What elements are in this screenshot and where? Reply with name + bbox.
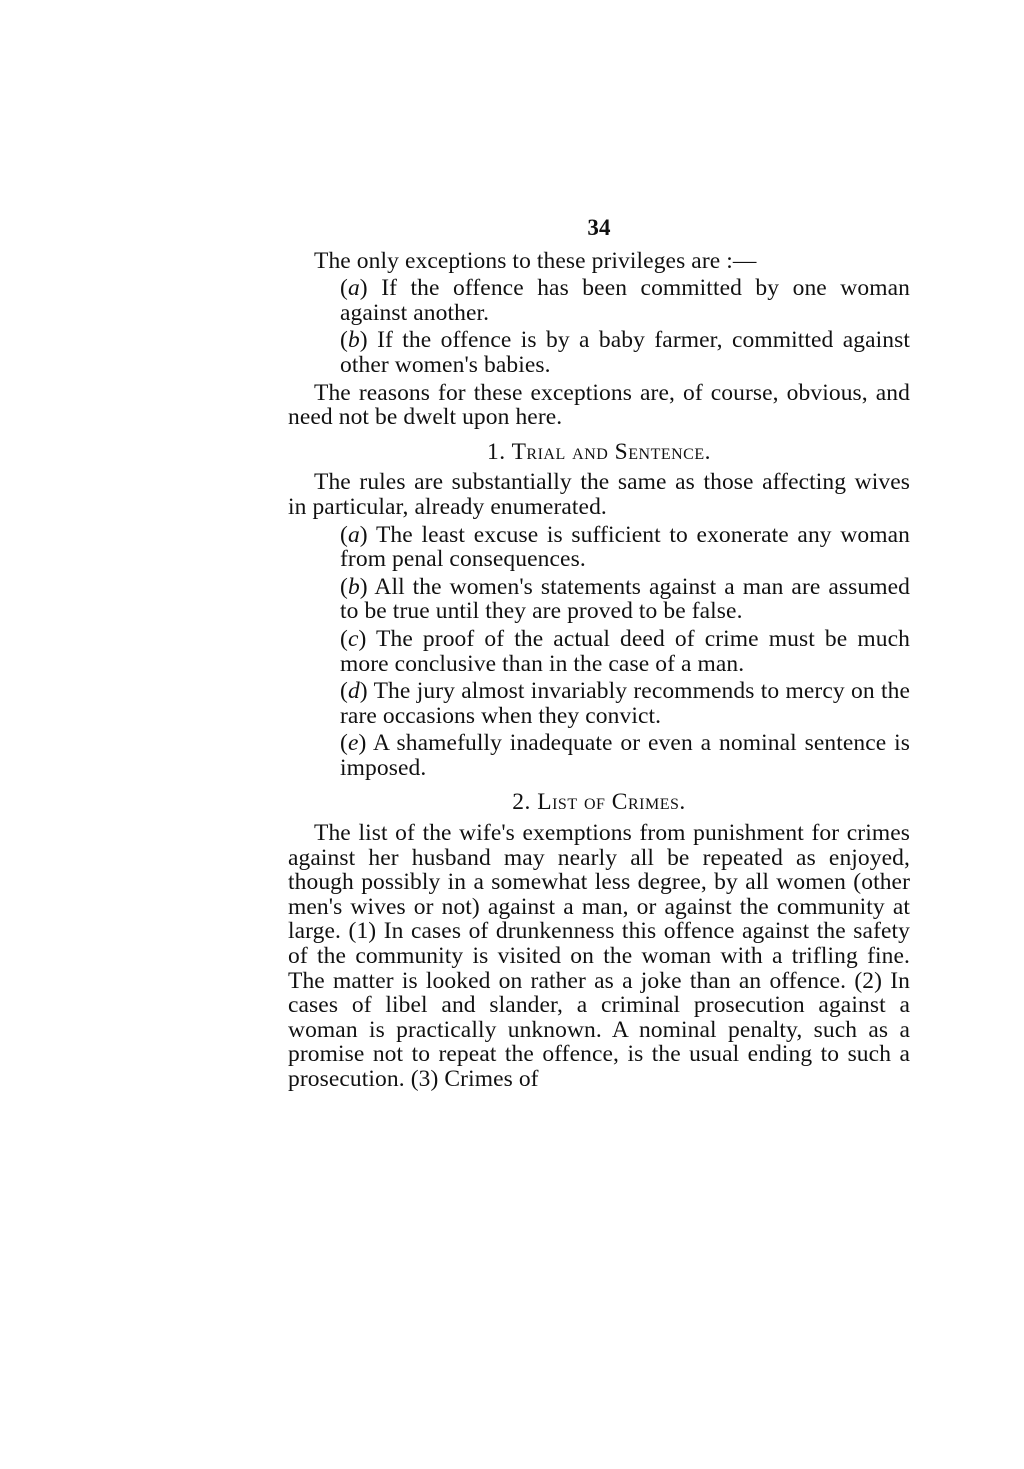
section-1-number: 1.: [487, 438, 506, 465]
exception-a-text: If the offence has been committed by one woman against another.: [340, 275, 910, 326]
rule-b-text: All the women's statements against a man are assumed to be true until they are proved to be false.: [340, 573, 910, 625]
section-1-heading: [288, 440, 910, 465]
rule-e-label: e: [347, 730, 359, 757]
exception-a: (a) If the offence has been committed by one woman against another.: [340, 275, 910, 326]
exception-b: (b) If the offence is by a baby farmer, committed against other women's babies.: [340, 327, 910, 378]
exceptions-intro: The only exceptions to these privileges are :—: [314, 247, 757, 274]
rule-e: (e) A shamefully inadequate or even a nominal sentence is imposed.: [340, 730, 910, 781]
reasons-paragraph: The reasons for these exceptions are, of course, obvious, and need not be dwelt upon here.: [288, 379, 910, 431]
rule-d: (d) The jury almost invariably recommends to mercy on the rare occasions when they convict.: [340, 678, 910, 729]
rule-c-label: c: [347, 625, 359, 652]
rule-c: (c) The proof of the actual deed of crime must be much more conclusive than in the case of a man.: [340, 625, 910, 677]
rule-a: (a) The least excuse is sufficient to exonerate any woman from penal consequences.: [340, 521, 911, 573]
rule-d-label: d: [347, 678, 360, 705]
rule-a-label: a: [347, 521, 360, 548]
rule-a-text: The least excuse is sufficient to exonerate any woman from penal consequences.: [340, 521, 911, 573]
section-2-heading: [288, 790, 910, 815]
section-1-title: Trial and Sentence.: [511, 438, 711, 465]
rule-d-text: The jury almost invariably recommends to mercy on the rare occasions when they convict.: [340, 678, 910, 729]
section-2-number: 2.: [512, 789, 531, 816]
section-1-intro: The rules are substantially the same as those affecting wives in particular, already enumerated.: [288, 469, 910, 520]
exception-b-text: If the offence is by a baby farmer, committed against other women's babies.: [340, 327, 910, 378]
page-number: 34: [587, 215, 611, 240]
rule-e-text: A shamefully inadequate or even a nominal sentence is imposed.: [340, 730, 910, 781]
section-2-body: The list of the wife's exemptions from punishment for crimes against her husband may nearly all be repeated as enjoyed, though possibly in a somewhat less degree, by all women (other men's wives or not) against a man, or against the community at large. (1) In cases of drunkenness this offence against the safety of the community is visited on the woman with a trifling fine. The matter is looked on rather as a joke than an offence. (2) In cases of libel and slander, a criminal prosecution against a woman is practically unknown. A nominal penalty, such as a promise not to repeat the offence, is the usual ending to such a prosecution. (3) Crimes of: [288, 820, 910, 1092]
page-text: [288, 216, 910, 1095]
rule-b-label: b: [347, 573, 360, 600]
exception-b-label: b: [347, 327, 360, 354]
rule-c-text: The proof of the actual deed of crime must be much more conclusive than in the case of a man.: [340, 625, 910, 677]
section-2-title: List of Crimes.: [537, 789, 686, 816]
rule-b: (b) All the women's statements against a man are assumed to be true until they are proved to be false.: [340, 573, 910, 625]
exception-a-label: a: [347, 275, 360, 302]
